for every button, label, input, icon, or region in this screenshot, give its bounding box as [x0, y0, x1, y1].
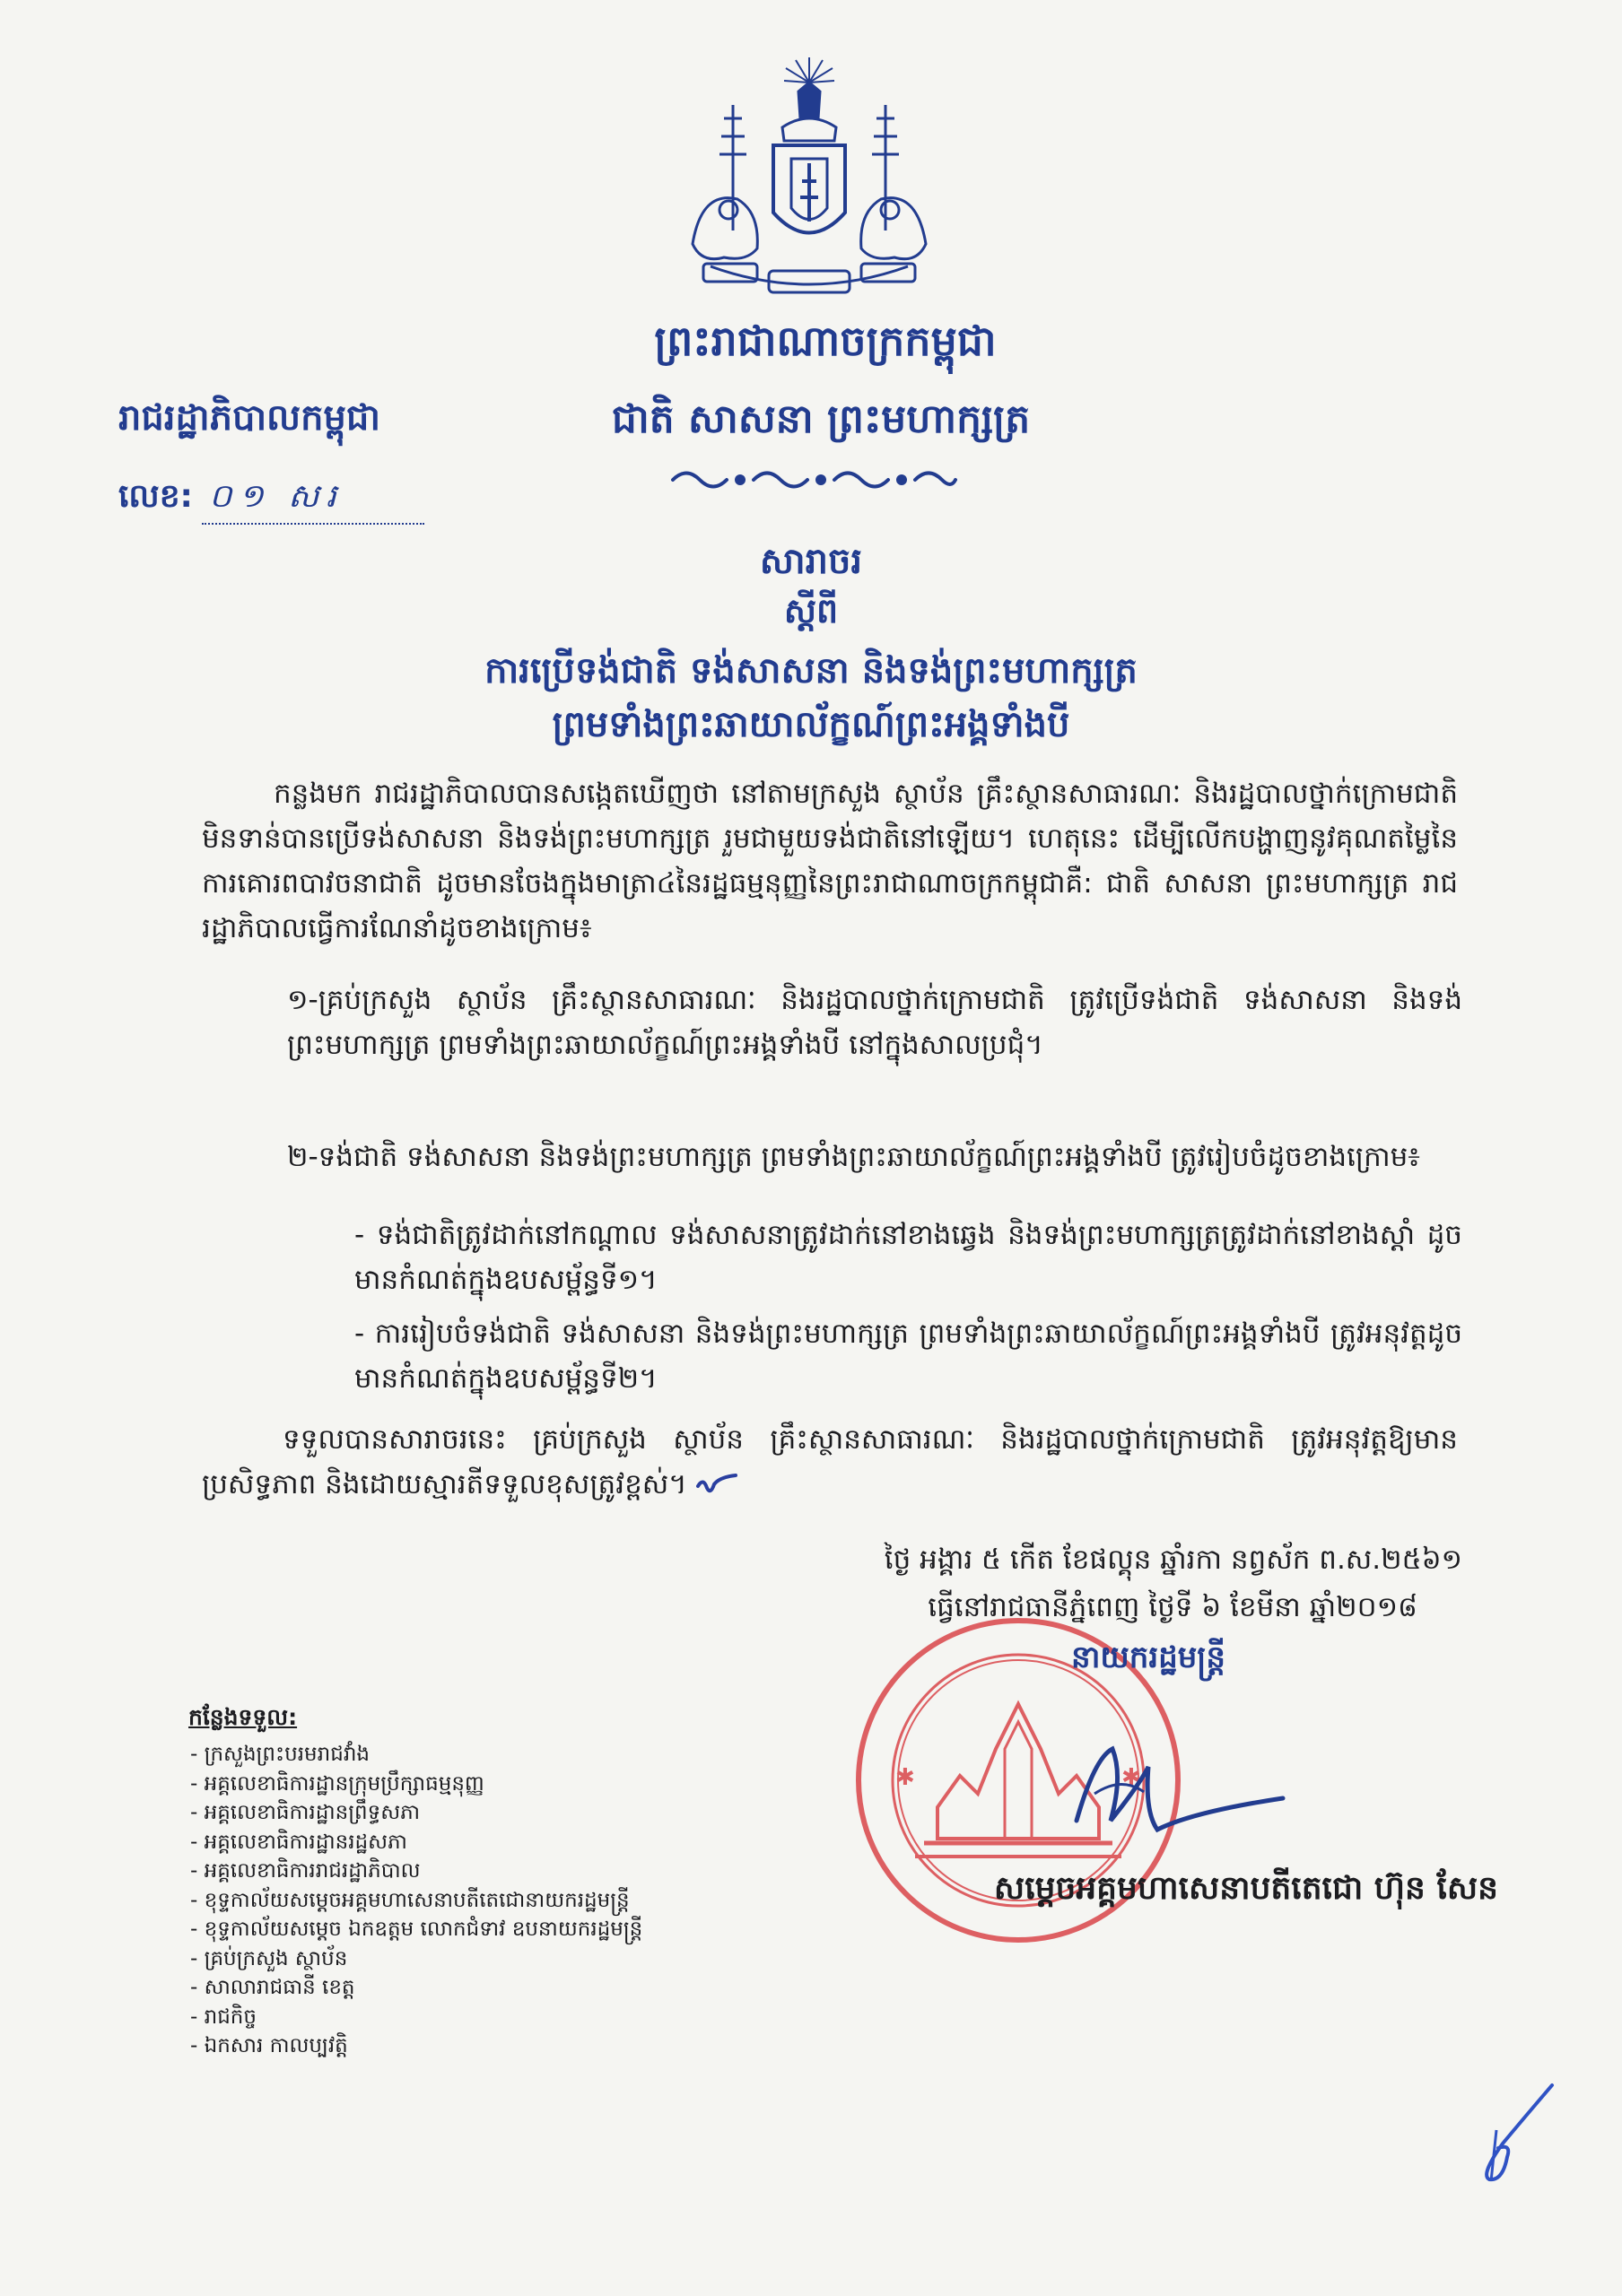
- instruction-subitem-2: - ការរៀបចំទង់ជាតិ ទង់សាសនា និងទង់ព្រះមហាក្សត្រ ព្រមទាំងព្រះឆាយាល័ក្ខណ៍ព្រះអង្គទាំងបី ត្រូវអនុវត្តដូចមានកំណត់ក្នុងឧបសម្ព័ន្ធទី២។: [354, 1318, 1462, 1395]
- svg-text:✱: ✱: [1121, 1764, 1141, 1791]
- signer-title: នាយករដ្ឋមន្ត្រី: [1071, 1639, 1225, 1675]
- reference-label: លេខ:: [118, 478, 193, 515]
- handwritten-signature: [1059, 1722, 1292, 1857]
- distribution-title: កន្លែងទទួល:: [188, 1704, 298, 1730]
- kingdom-title: ព្រះរាជាណាចក្រកម្ពុជា: [654, 317, 997, 365]
- closing-text: ទទួលបានសារាចរនេះ គ្រប់ក្រសួង ស្ថាប័ន គ្រឹះស្ថានសាធារណៈ និងរដ្ឋបាលថ្នាក់ក្រោមជាតិ ត្រូវអនុវត្តឱ្យមានប្រសិទ្ធភាព និងដោយស្មារតីទទួលខុសត្រូវខ្ពស់។: [202, 1423, 1458, 1500]
- distribution-item: - ក្រសួងព្រះបរមរាជវាំង: [190, 1743, 371, 1766]
- royal-coat-of-arms-icon: [675, 56, 944, 311]
- document-type: សារាចរ: [759, 541, 863, 582]
- distribution-item: - អគ្គលេខាធិការដ្ឋានព្រឹទ្ធសភា: [190, 1801, 421, 1824]
- lunar-date: ថ្ងៃ អង្គារ ៥ កើត ខែផល្គុន ឆ្នាំរកា នព្វស័ក ព.ស.២៥៦១: [884, 1544, 1462, 1576]
- svg-text:✱: ✱: [895, 1764, 915, 1791]
- subject-line-1: ការប្រើទង់ជាតិ ទង់សាសនា និងទង់ព្រះមហាក្សត្រ: [484, 650, 1138, 691]
- distribution-item: - ឯកសារ កាលប្បវត្តិ: [190, 2034, 348, 2057]
- intro-paragraph: កន្លងមក រាជរដ្ឋាភិបាលបានសង្កេតឃើញថា នៅតាមក្រសួង ស្ថាប័ន គ្រឹះស្ថានសាធារណៈ និងរដ្ឋបាលថ្នាក់ក្រោមជាតិ មិនទាន់បានប្រើទង់សាសនា និងទង់ព្រះមហាក្សត្រ រួមជាមួយទង់ជាតិនៅឡើយ។ ហេតុនេះ ដើម្បីលើកបង្ហាញនូវគុណតម្លៃនៃការគោរពបាវចនាជាតិ ដូចមានចែងក្នុងមាត្រា៤នៃរដ្ឋធម្មនុញ្ញនៃព្រះរាជាណាចក្រកម្ពុជាគឺ: ជាតិ សាសនា ព្រះមហាក្សត្រ រាជរដ្ឋាភិបាលធ្វើការណែនាំដូចខាងក្រោម៖: [202, 778, 1458, 944]
- distribution-item: - រាជកិច្ច: [190, 2005, 257, 2029]
- signer-name: សម្តេចអគ្គមហាសេនាបតីតេជោ ហ៊ុន សែន: [993, 1870, 1498, 1907]
- distribution-item: - គ្រប់ក្រសួង ស្ថាប័ន: [190, 1946, 348, 1970]
- instruction-item-2: ២-ទង់ជាតិ ទង់សាសនា និងទង់ព្រះមហាក្សត្រ ព្រមទាំងព្រះឆាយាល័ក្ខណ៍ព្រះអង្គទាំងបី ត្រូវរៀបចំដូចខាងក្រោម៖: [287, 1141, 1420, 1173]
- instruction-item-1: ១-គ្រប់ក្រសួង ស្ថាប័ន គ្រឹះស្ថានសាធារណៈ និងរដ្ឋបាលថ្នាក់ក្រោមជាតិ ត្រូវប្រើទង់ជាតិ ទង់សាសនា និងទង់ព្រះមហាក្សត្រ ព្រមទាំងព្រះឆាយាល័ក្ខណ៍ព្រះអង្គទាំងបី នៅក្នុងសាលប្រជុំ។: [287, 984, 1462, 1061]
- instruction-subitem-1: - ទង់ជាតិត្រូវដាក់នៅកណ្តាល ទង់សាសនាត្រូវដាក់នៅខាងឆ្វេង និងទង់ព្រះមហាក្សត្រត្រូវដាក់នៅខាងស្តាំ ដូចមានកំណត់ក្នុងឧបសម្ព័ន្ធទី១។: [354, 1219, 1462, 1296]
- closing-paragraph: [202, 1417, 1458, 1507]
- government-name: រាជរដ្ឋាភិបាលកម្ពុជា: [118, 397, 380, 439]
- distribution-item: - អគ្គលេខាធិការដ្ឋានរដ្ឋសភា: [190, 1830, 407, 1854]
- distribution-item: - ខុទ្ទកាល័យសម្តេចអគ្គមហាសេនាបតីតេជោនាយករដ្ឋមន្ត្រី: [190, 1888, 630, 1912]
- distribution-item: - អគ្គលេខាធិការរាជរដ្ឋាភិបាល: [190, 1859, 421, 1883]
- reference-value: ០១ សរ: [202, 475, 424, 525]
- reference-number: [118, 475, 424, 525]
- ornament-divider-icon: [664, 462, 960, 498]
- national-motto: ជាតិ សាសនា ព្រះមហាក្សត្រ: [611, 396, 1031, 442]
- handwritten-initial: [1462, 2081, 1561, 2188]
- distribution-item: - សាលារាជធានី ខេត្ត: [190, 1976, 355, 1999]
- document-subject: [0, 644, 1622, 752]
- document-about: ស្តីពី: [783, 591, 839, 631]
- solar-date: ធ្វើនៅរាជធានីភ្នំពេញ ថ្ងៃទី ៦ ខែមីនា ឆ្នាំ២០១៨: [928, 1591, 1417, 1623]
- checkmark-icon: [696, 1474, 737, 1499]
- distribution-list: [190, 1740, 642, 2061]
- distribution-item: - អគ្គលេខាធិការដ្ឋានក្រុមប្រឹក្សាធម្មនុញ្ញ: [190, 1771, 484, 1796]
- distribution-item: - ខុទ្ទកាល័យសម្តេច ឯកឧត្តម លោកជំទាវ ឧបនាយករដ្ឋមន្ត្រី: [190, 1918, 643, 1941]
- subject-line-2: ព្រមទាំងព្រះឆាយាល័ក្ខណ៍ព្រះអង្គទាំងបី: [552, 704, 1070, 745]
